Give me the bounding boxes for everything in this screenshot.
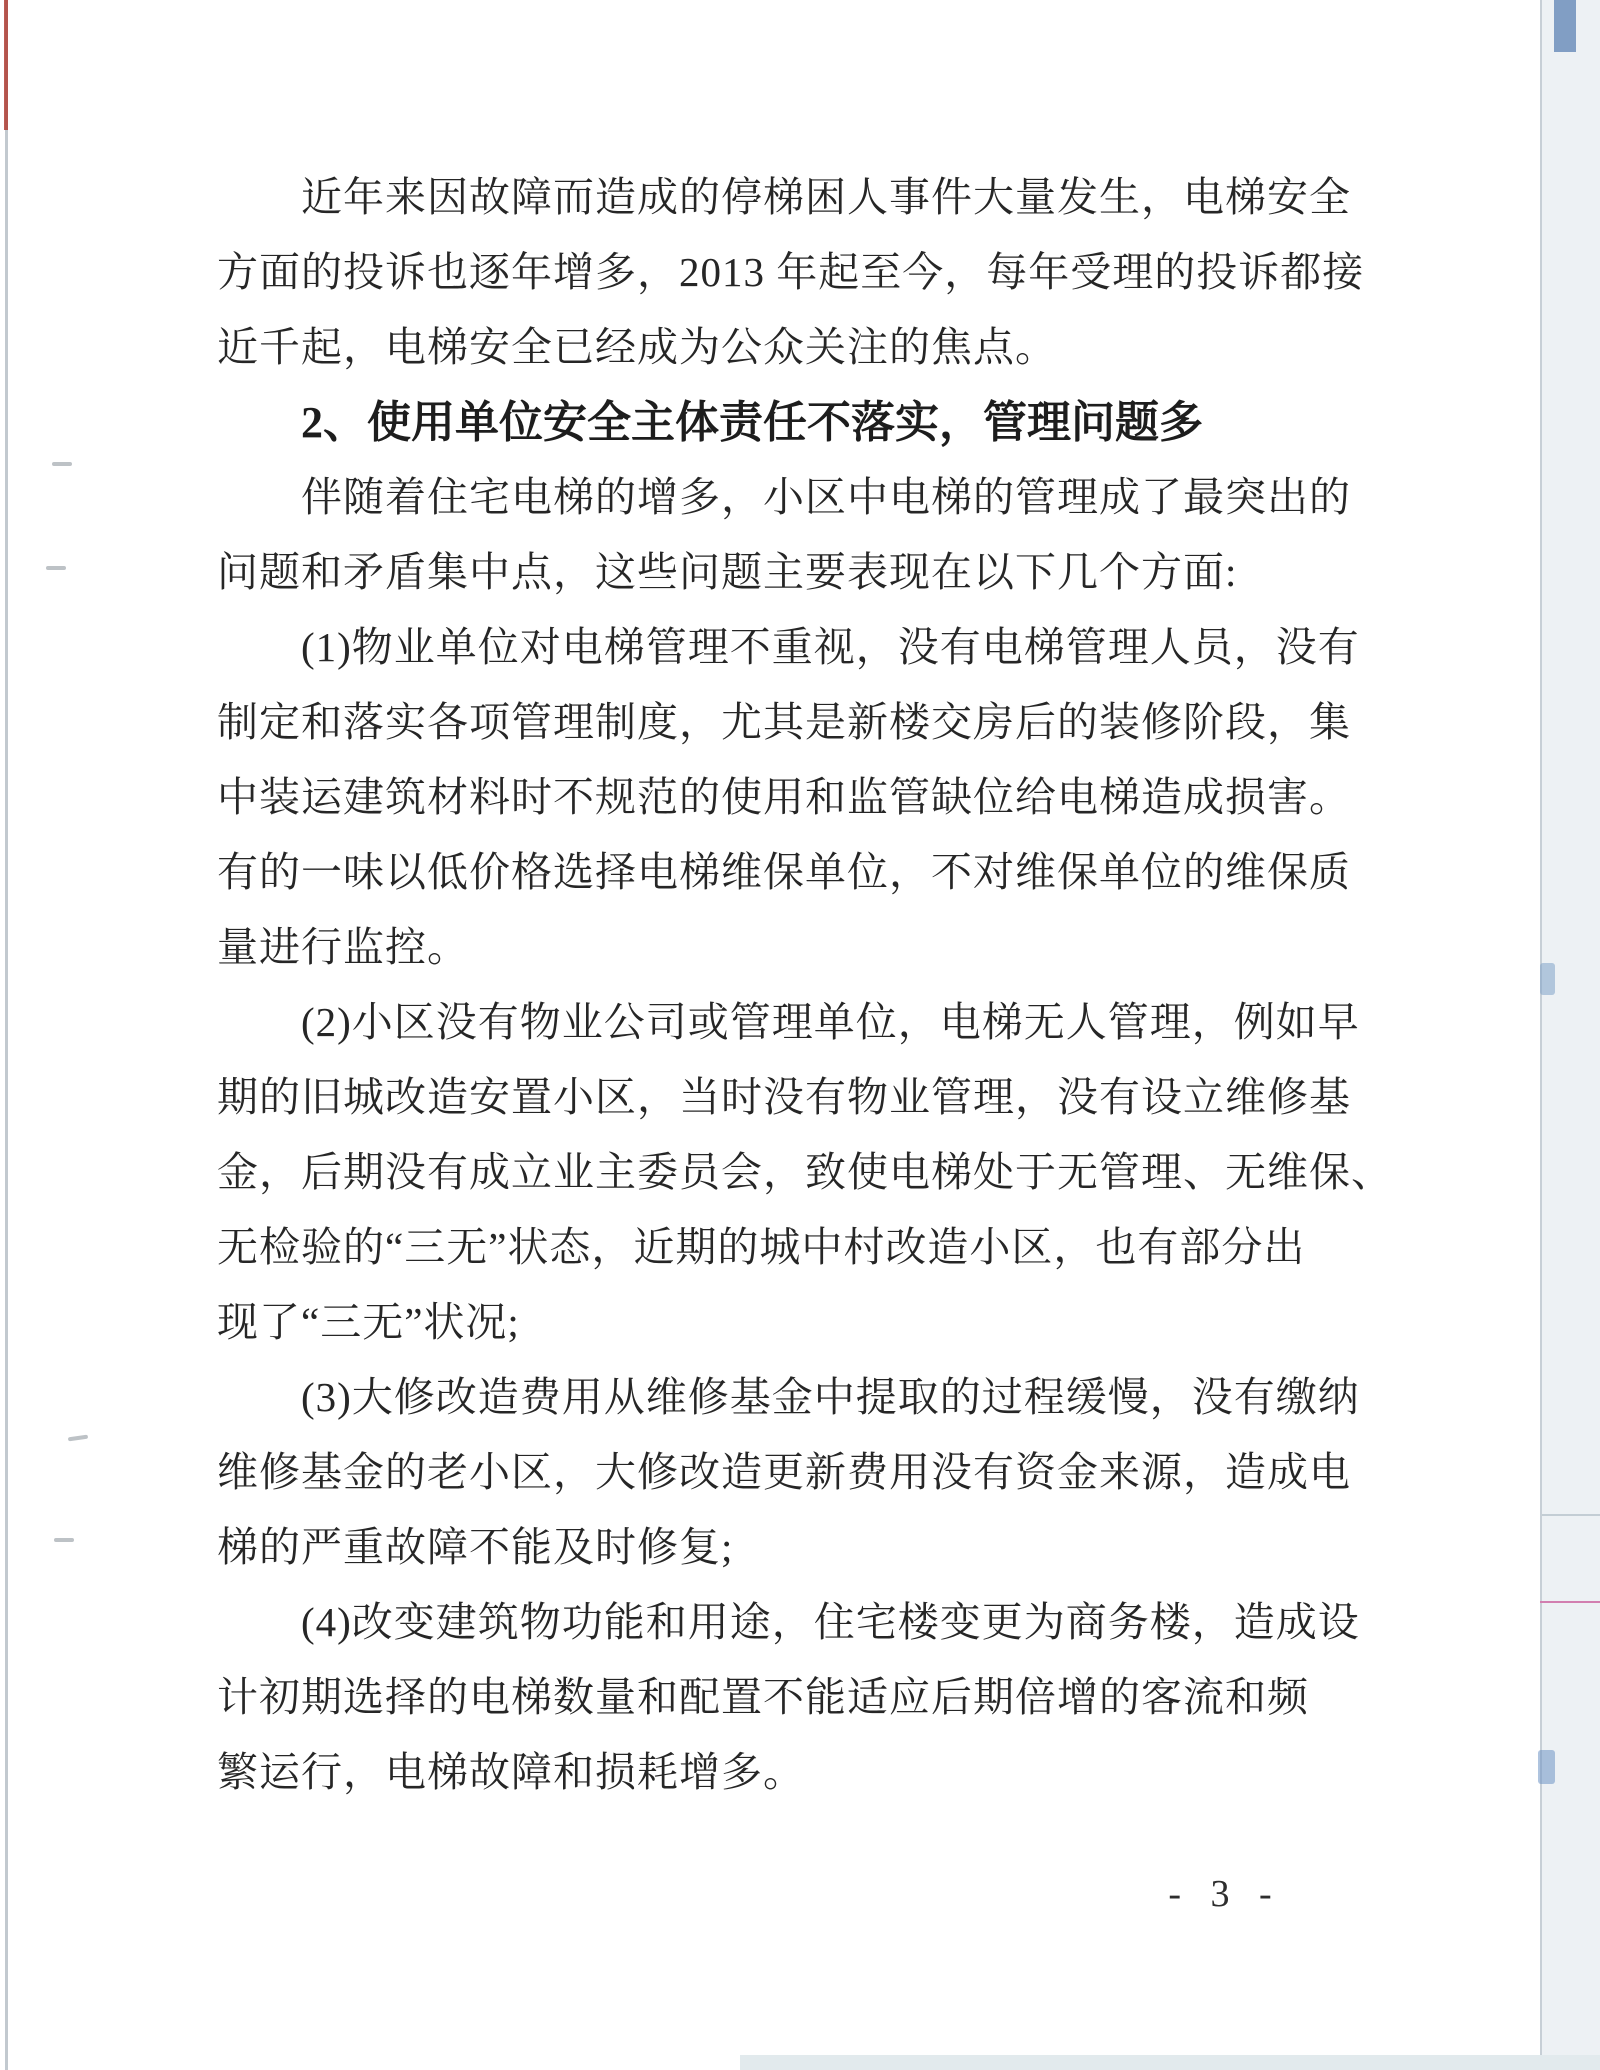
text-line: 梯的严重故障不能及时修复;	[217, 1524, 734, 1570]
text-line: 中装运建筑材料时不规范的使用和监管缺位给电梯造成损害。	[217, 774, 1351, 820]
right-strip-gray-divider	[1542, 1514, 1600, 1516]
text-column	[217, 160, 1393, 1810]
text-line: 期的旧城改造安置小区，当时没有物业管理，没有设立维修基	[217, 1074, 1351, 1120]
right-strip-pink-line	[1540, 1601, 1600, 1603]
right-strip-blue-smudge-1	[1540, 963, 1555, 995]
right-strip-blue-smudge-2	[1538, 1750, 1555, 1784]
text-line: 制定和落实各项管理制度，尤其是新楼交房后的装修阶段，集	[217, 699, 1351, 745]
section-heading-line: 2、使用单位安全主体责任不落实，管理问题多	[301, 398, 1203, 447]
right-strip-blue-mark-top	[1554, 0, 1576, 52]
bottom-scan-band	[740, 2055, 1600, 2070]
text-line: 现了“三无”状况;	[217, 1299, 520, 1345]
text-line: 量进行监控。	[217, 924, 469, 970]
text-line: 维修基金的老小区，大修改造更新费用没有资金来源，造成电	[217, 1449, 1351, 1495]
text-line: (2)小区没有物业公司或管理单位，电梯无人管理，例如早	[301, 999, 1360, 1045]
text-line: (1)物业单位对电梯管理不重视，没有电梯管理人员，没有	[301, 624, 1360, 670]
text-line: 近千起，电梯安全已经成为公众关注的焦点。	[217, 324, 1057, 370]
left-edge-red-mark	[4, 0, 8, 130]
margin-tick-mark	[68, 1435, 88, 1442]
margin-tick-mark	[54, 1538, 74, 1542]
text-line: (4)改变建筑物功能和用途，住宅楼变更为商务楼，造成设	[301, 1599, 1360, 1645]
margin-tick-mark	[46, 566, 66, 570]
text-line: 计初期选择的电梯数量和配置不能适应后期倍增的客流和频	[217, 1674, 1309, 1720]
left-scan-edge-line	[5, 0, 8, 2070]
text-line: 近年来因故障而造成的停梯困人事件大量发生，电梯安全	[301, 174, 1351, 220]
margin-tick-mark	[52, 462, 72, 466]
text-line: 繁运行，电梯故障和损耗增多。	[217, 1749, 805, 1795]
text-line: (3)大修改造费用从维修基金中提取的过程缓慢，没有缴纳	[301, 1374, 1360, 1420]
text-line: 金，后期没有成立业主委员会，致使电梯处于无管理、无维保、	[217, 1149, 1393, 1195]
page-number: - 3 -	[1168, 1873, 1282, 1915]
text-line: 无检验的“三无”状态，近期的城中村改造小区，也有部分出	[217, 1224, 1306, 1270]
text-line: 伴随着住宅电梯的增多，小区中电梯的管理成了最突出的	[301, 474, 1351, 520]
text-line: 问题和矛盾集中点，这些问题主要表现在以下几个方面:	[217, 549, 1238, 595]
text-line: 方面的投诉也逐年增多，2013 年起至今，每年受理的投诉都接	[217, 249, 1365, 295]
text-line: 有的一味以低价格选择电梯维保单位，不对维保单位的维保质	[217, 849, 1351, 895]
